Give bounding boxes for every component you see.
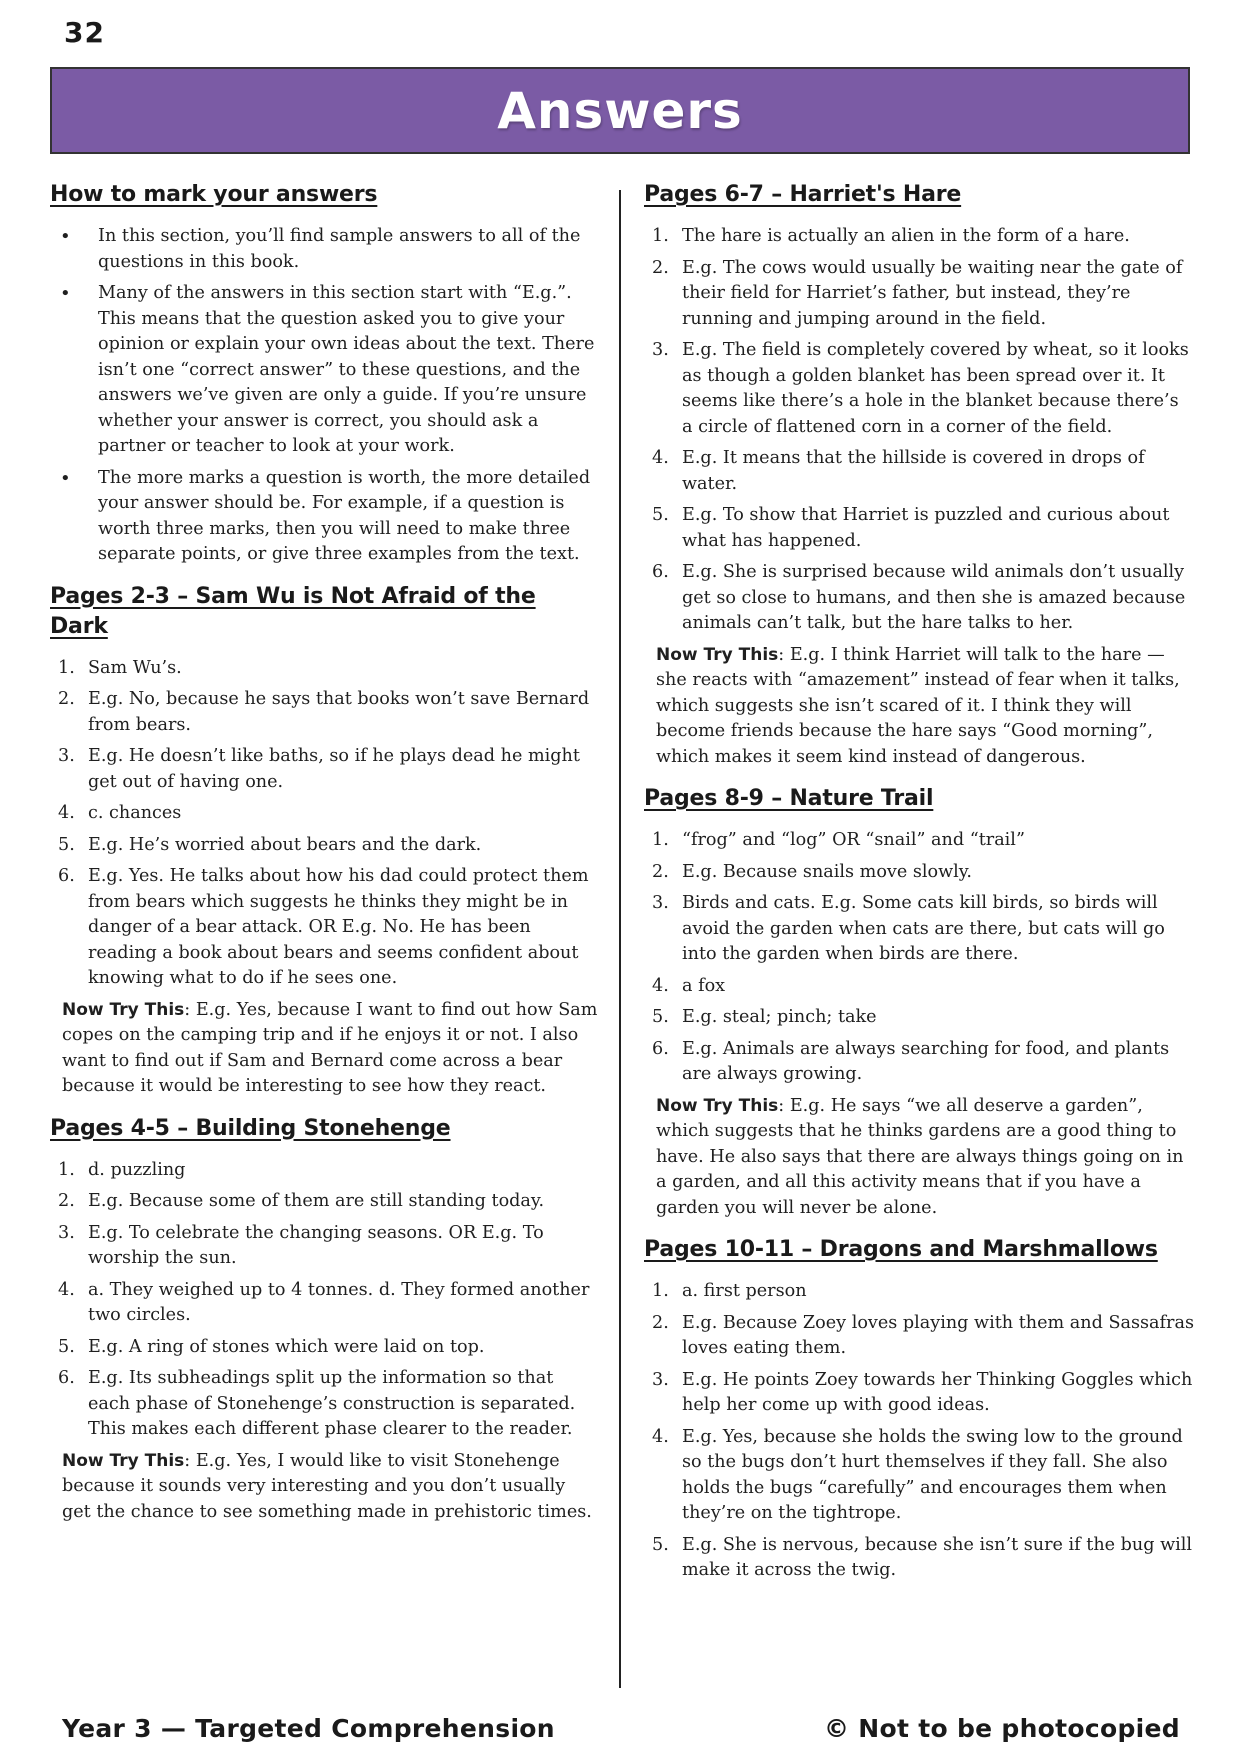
answer-item [644,1037,1194,1088]
now-try-this [644,1094,1194,1222]
answer-text: E.g. To show that Harriet is puzzled and curious about what has happened. [682,505,1170,551]
bullet-list [50,224,598,568]
answer-text: E.g. No, because he says that books won’t save Bernard from bears. [88,689,590,735]
answer-list [644,224,1194,637]
answer-number: 2. [652,861,669,882]
answer-number: 5. [652,505,669,525]
section-heading: Pages 10-11 – Dragons and Marshmallows [644,1237,1158,1262]
answer-number: 3. [652,893,669,913]
section-heading: Pages 6-7 – Harriet's Hare [644,182,962,207]
answer-text: E.g. The cows would usually be waiting near the gate of their field for Harriet’s father, but instead, they’re running and jumping around in the field. [682,257,1183,329]
answer-list [644,828,1194,1088]
answer-text: d. puzzling [88,1159,186,1180]
bullet-item: • Many of the answers in this section start with “E.g.”. This means that the question asked you to give your opinion or explain your own ideas about the text. There isn’t one “correct answer” to these questions, and the answers we’ve given are only a guide. If you’re unsure whether your answer is correct, you should ask a partner or teacher to look at your work. [50,281,598,460]
section-heading: How to mark your answers [50,182,378,207]
answer-number: 2. [58,1191,75,1211]
answer-item [50,1366,598,1443]
now-try-label: Now Try This [62,999,185,1020]
footer-copyright: © Not to be photocopied [823,1714,1180,1743]
answer-item [50,656,598,682]
answer-text: E.g. To celebrate the changing seasons. OR E.g. To worship the sun. [88,1222,544,1268]
section-nature-trail [644,784,1194,1221]
now-try-text: : E.g. He says “we all deserve a garden”, which suggests that he thinks gardens are a good thing to have. He also says that there are always things going on in a garden, and all this activity means that if you have a garden you will never be alone. [656,1095,1184,1218]
answer-list [50,656,598,992]
answer-number: 6. [58,1368,75,1388]
now-try-label: Now Try This [656,1095,779,1116]
answer-item [644,338,1194,440]
section-dragons-marshmallows [644,1235,1194,1584]
answer-item [644,1425,1194,1527]
answer-number: 2. [652,257,669,278]
answer-item [50,801,598,827]
bullet-item: • In this section, you’ll find sample answers to all of the questions in this book. [50,224,598,275]
answer-text: E.g. A ring of stones which were laid on top. [88,1336,485,1357]
answer-item [644,1368,1194,1419]
answer-number: 1. [652,1281,669,1301]
answer-number: 6. [652,1038,669,1059]
now-try-this [644,643,1194,771]
answer-number: 4. [58,1279,75,1300]
answer-item [644,891,1194,968]
answer-text: c. chances [88,803,182,823]
answer-item [644,1005,1194,1031]
answer-item [644,256,1194,333]
answer-text: E.g. She is surprised because wild animals don’t usually get so close to humans, and then she is amazed because animals can’t talk, but the hare talks to her. [682,562,1186,633]
answer-item [50,1158,598,1184]
answer-text: E.g. He’s worried about bears and the dark. [88,834,482,855]
banner-title: Answers [497,81,743,140]
answer-text: E.g. Because snails move slowly. [682,861,973,882]
section-harriets-hare [644,180,1194,770]
answer-number: 2. [652,1312,669,1333]
answer-number: 4. [652,1426,669,1447]
section-heading: Pages 2-3 – Sam Wu is Not Afraid of the Dark [50,583,536,639]
answer-text: “frog” and “log” OR “snail” and “trail” [682,830,1025,850]
answer-text: E.g. He doesn’t like baths, so if he plays dead he might get out of having one. [88,746,580,792]
answer-item [644,828,1194,854]
answer-item [644,974,1194,1000]
now-try-this [50,1449,598,1526]
answer-item [50,864,598,992]
answer-number: 4. [58,803,75,823]
answer-text: E.g. Because some of them are still standing today. [88,1191,545,1211]
answer-text: E.g. He points Zoey towards her Thinking Goggles which help her come up with good ideas. [682,1369,1193,1415]
answer-number: 3. [58,746,75,766]
answer-item [644,446,1194,497]
answer-number: 1. [652,830,669,850]
answer-text: E.g. Because Zoey loves playing with them and Sassafras loves eating them. [682,1312,1194,1358]
answer-item [644,1279,1194,1305]
answer-item [50,1278,598,1329]
answer-item [644,1311,1194,1362]
answer-item [50,687,598,738]
answer-item [50,1335,598,1361]
answer-list [644,1279,1194,1584]
answer-text: The hare is actually an alien in the form of a hare. [682,226,1130,246]
answer-text: E.g. Animals are always searching for food, and plants are always growing. [682,1038,1170,1084]
now-try-label: Now Try This [656,644,779,665]
page-number: 32 [64,16,105,49]
column-divider [619,190,621,1688]
section-heading: Pages 8-9 – Nature Trail [644,786,934,811]
answer-item [50,744,598,795]
answer-item [644,560,1194,637]
answer-item [50,1221,598,1272]
answer-number: 1. [652,226,669,246]
answer-text: E.g. It means that the hillside is covered in drops of water. [682,448,1145,494]
answer-number: 4. [652,448,669,468]
answer-text: E.g. Yes, because she holds the swing low to the ground so the bugs don’t hurt themselves if they fall. She also holds the bugs “carefully” and encourages them when they’re on the tightrope. [682,1426,1183,1523]
answer-text: E.g. The field is completely covered by wheat, so it looks as though a golden blanket has been spread over it. It seems like there’s a hole in the blanket because there’s a circle of flattened corn in a corner of the field. [682,340,1189,437]
answer-number: 6. [58,866,75,886]
answer-number: 3. [652,1369,669,1390]
answer-item [644,860,1194,886]
answer-number: 5. [58,834,75,855]
answer-text: Birds and cats. E.g. Some cats kill birds, so birds will avoid the garden when cats are there, but cats will go into the garden when birds are there. [682,893,1165,964]
answer-number: 5. [652,1534,669,1555]
section-how-to-mark [50,180,598,568]
bullet-item: • The more marks a question is worth, the more detailed your answer should be. For example, if a question is worth three marks, then you will need to make three separate points, or give three examples from the text. [50,466,598,568]
left-column [50,180,598,1539]
section-sam-wu [50,582,598,1100]
answer-number: 3. [58,1222,75,1243]
answer-item [644,1533,1194,1584]
answer-number: 1. [58,1159,75,1180]
answer-number: 1. [58,657,75,678]
now-try-text: : E.g. Yes, because I want to find out how Sam copes on the camping trip and if he enjoys it or not. I also want to find out if Sam and Bernard come across a bear because it would be interesting to see how they react. [62,999,598,1096]
answer-number: 6. [652,562,669,582]
answer-number: 2. [58,689,75,709]
answer-number: 5. [58,1336,75,1357]
answer-number: 3. [652,340,669,360]
answer-number: 4. [652,975,669,996]
footer-title: Year 3 — Targeted Comprehension [62,1714,555,1743]
now-try-label: Now Try This [62,1450,185,1471]
answer-item [50,833,598,859]
answer-number: 5. [652,1007,669,1027]
now-try-text: : E.g. I think Harriet will talk to the hare — she reacts with “amazement” instead of fear when it talks, which suggests she isn’t scared of it. I think they will become friends because the hare says “Good morning”, which makes it seem kind instead of dangerous. [656,644,1180,767]
now-try-text: : E.g. Yes, I would like to visit Stonehenge because it sounds very interesting and you don’t usually get the chance to see something made in prehistoric times. [62,1450,592,1522]
now-try-this [50,998,598,1100]
answer-text: E.g. steal; pinch; take [682,1007,877,1027]
section-heading: Pages 4-5 – Building Stonehenge [50,1115,451,1141]
answer-text: a. They weighed up to 4 tonnes. d. They formed another two circles. [88,1279,590,1325]
answer-text: a. first person [682,1281,807,1301]
answer-text: E.g. She is nervous, because she isn’t sure if the bug will make it across the twig. [682,1534,1193,1580]
answers-banner [50,67,1190,154]
answer-item [50,1189,598,1215]
answer-item [644,503,1194,554]
section-stonehenge [50,1114,598,1526]
right-column [644,180,1194,1598]
answer-text: Sam Wu’s. [88,657,182,678]
answer-text: a fox [682,975,726,996]
answer-item [644,224,1194,250]
answer-list [50,1158,598,1443]
answer-text: E.g. Its subheadings split up the information so that each phase of Stonehenge’s construction is separated. This makes each different phase clearer to the reader. [88,1368,576,1439]
answer-text: E.g. Yes. He talks about how his dad could protect them from bears which suggests he thinks they might be in danger of a bear attack. OR E.g. No. He has been reading a book about bears and seems confident about knowing what to do if he sees one. [88,866,589,988]
